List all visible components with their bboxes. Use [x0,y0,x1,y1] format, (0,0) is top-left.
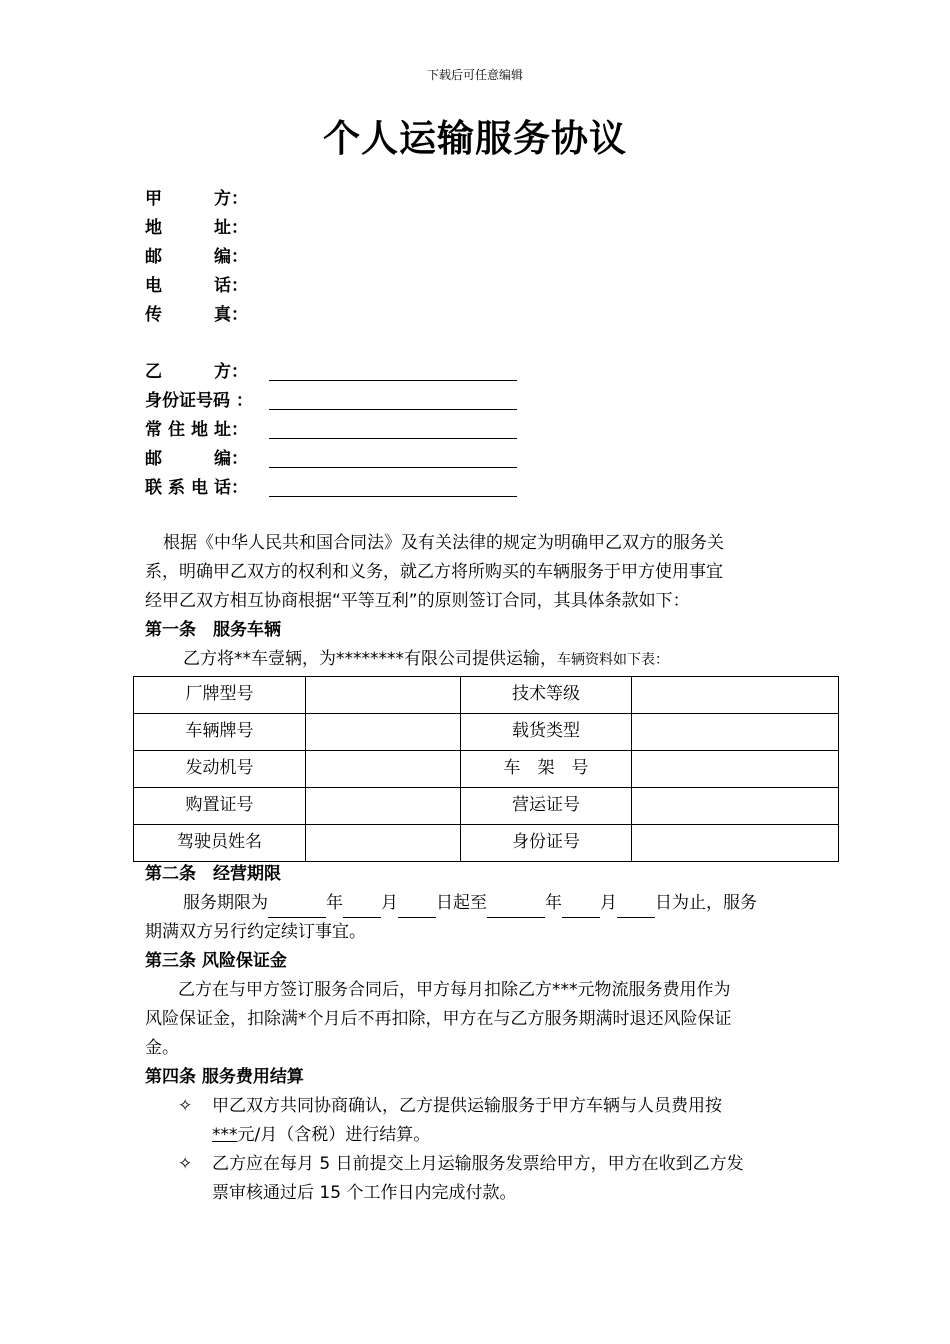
table-cell-value[interactable] [632,751,839,788]
party-b-contact-field[interactable] [269,476,517,497]
article-4-item-1-line-2: ***元/月（含税）进行结算。 [212,1125,431,1145]
page-header: 下载后可任意编辑 [426,68,523,82]
table-cell-label: 技术等级 [461,677,632,714]
article-4-item-2-line-1: 乙方应在每月 5 日前提交上月运输服务发票给甲方，甲方在收到乙方发 [212,1154,744,1174]
end-year-blank[interactable] [487,899,545,918]
intro-line-2: 系，明确甲乙双方的权利和义务，就乙方将所购买的车辆服务于甲方使用事宜 [145,562,723,582]
table-cell-value[interactable] [632,677,839,714]
party-a-fax-label: 传 真： [145,305,248,325]
party-b-id-label: 身份证号码 ： [145,391,253,411]
article-3-line-3: 金。 [145,1038,179,1058]
end-day-blank[interactable] [617,899,655,918]
article-4-item-2-line-2: 票审核通过后 15 个工作日内完成付款。 [212,1183,517,1203]
table-cell-value[interactable] [632,714,839,751]
start-year-blank[interactable] [268,899,326,918]
intro-line-3: 经甲乙双方相互协商根据“平等互利”的原则签订合同，其具体条款如下： [145,591,690,611]
table-row [134,788,839,825]
table-cell-label: 厂牌型号 [134,677,306,714]
article-4-item-1-line-1: 甲乙双方共同协商确认，乙方提供运输服务于甲方车辆与人员费用按 [212,1096,722,1116]
table-cell-value[interactable] [632,825,839,862]
document-title: 个人运输服务协议 [323,117,627,160]
party-b-residence-field[interactable] [269,418,517,439]
table-cell-value[interactable] [306,714,461,751]
table-cell-label: 驾驶员姓名 [134,825,306,862]
table-cell-value[interactable] [306,677,461,714]
article-3-heading: 第三条 风险保证金 [145,951,287,971]
table-row [134,677,839,714]
table-cell-label: 营运证号 [461,788,632,825]
vehicle-info-table [133,676,839,862]
table-cell-value[interactable] [632,788,839,825]
article-3-line-2: 风险保证金，扣除满*个月后不再扣除，甲方在与乙方服务期满时退还风险保证 [145,1009,732,1029]
table-cell-value[interactable] [306,788,461,825]
party-b-name-label: 乙 方： [145,362,248,382]
party-a-phone-label: 电 话： [145,276,248,296]
party-b-postcode-label: 邮 编： [145,449,248,469]
table-row [134,825,839,862]
party-a-address-label: 地 址： [145,218,248,238]
article-4-heading: 第四条 服务费用结算 [145,1067,304,1087]
start-day-blank[interactable] [398,899,436,918]
table-cell-value[interactable] [306,751,461,788]
table-row [134,714,839,751]
party-b-contact-label: 联 系 电 话： [145,478,248,498]
party-b-postcode-field[interactable] [269,447,517,468]
table-cell-label: 车 架 号 [461,751,632,788]
article-3-line-1: 乙方在与甲方签订服务合同后，甲方每月扣除乙方***元物流服务费用作为 [178,980,731,1000]
party-b-id-field[interactable] [269,389,517,410]
article-2-heading: 第二条 经营期限 [145,864,281,884]
table-cell-label: 购置证号 [134,788,306,825]
article-2-line-2: 期满双方另行约定续订事宜。 [145,922,366,942]
end-month-blank[interactable] [562,899,600,918]
article-2-line-1: 服务期限为 年 月 日起至 年 月 日为止，服务 [183,889,757,918]
table-row [134,751,839,788]
table-cell-label: 身份证号 [461,825,632,862]
start-month-blank[interactable] [343,899,381,918]
table-cell-label: 车辆牌号 [134,714,306,751]
party-b-name-field[interactable] [269,360,517,381]
party-a-name-label: 甲 方： [145,189,248,209]
bullet-icon: ✧ [178,1154,193,1174]
intro-line-1: 根据《中华人民共和国合同法》及有关法律的规定为明确甲乙双方的服务关 [163,533,724,553]
table-cell-label: 发动机号 [134,751,306,788]
party-b-residence-label: 常 住 地 址： [145,420,248,440]
article-1-text: 乙方将**车壹辆，为********有限公司提供运输，车辆资料如下表： [183,649,669,669]
table-cell-label: 载货类型 [461,714,632,751]
article-1-heading: 第一条 服务车辆 [145,620,281,640]
party-a-postcode-label: 邮 编： [145,247,248,267]
table-cell-value[interactable] [306,825,461,862]
bullet-icon: ✧ [178,1096,193,1116]
